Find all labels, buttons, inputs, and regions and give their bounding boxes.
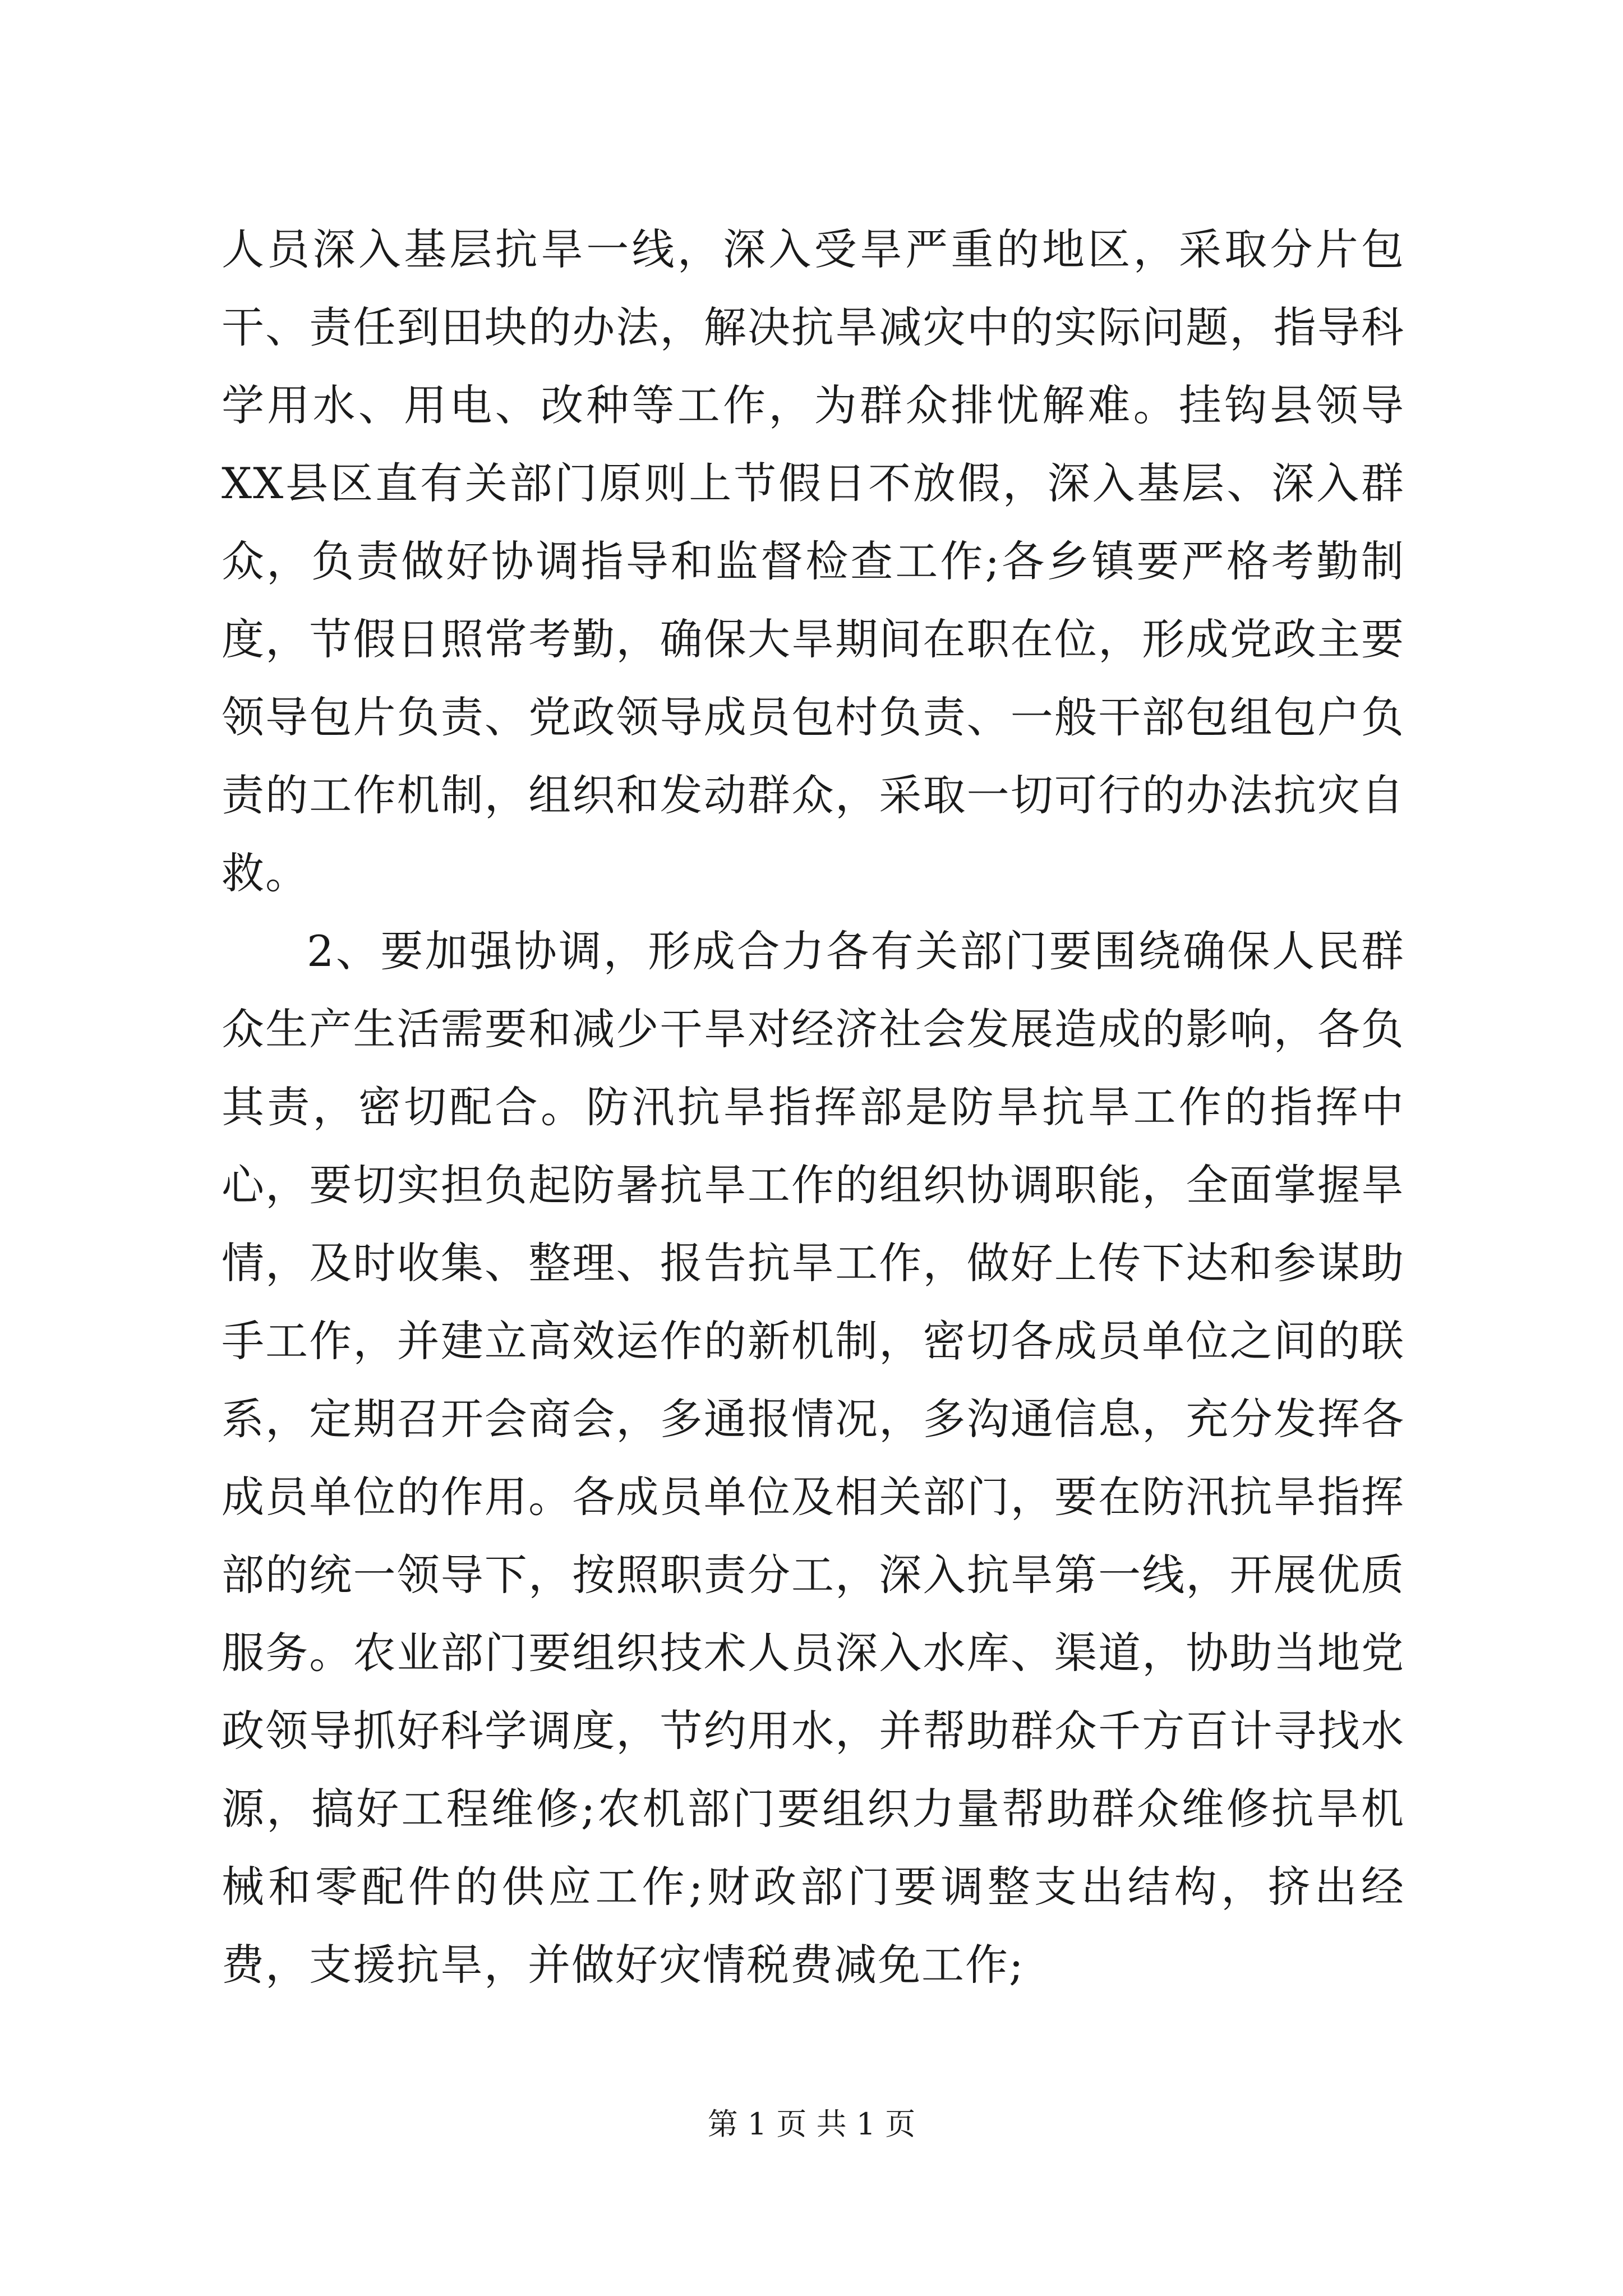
page-footer: 第 1 页 共 1 页 — [707, 2106, 916, 2142]
document-body — [222, 210, 1405, 2004]
paragraph-2: 2、要加强协调，形成合力各有关部门要围绕确保人民群众生产生活需要和减少干旱对经济社会发展造成的影响，各负其责，密切配合。防汛抗旱指挥部是防旱抗旱工作的指挥中心，要切实担负起防暑抗旱工作的组织协调职能，全面掌握旱情，及时收集、整理、报告抗旱工作，做好上传下达和参谋助手工作，并建立高效运作的新机制，密切各成员单位之间的联系，定期召开会商会，多通报情况，多沟通信息，充分发挥各成员单位的作用。各成员单位及相关部门，要在防汛抗旱指挥部的统一领导下，按照职责分工，深入抗旱第一线，开展优质服务。农业部门要组织技术人员深入水库、渠道，协助当地党政领导抓好科学调度，节约用水，并帮助群众千方百计寻找水源，搞好工程维修;农机部门要组织力量帮助群众维修抗旱机械和零配件的供应工作;财政部门要调整支出结构，挤出经费，支援抗旱，并做好灾情税费减免工作; — [222, 926, 1405, 1990]
paragraph-1: 人员深入基层抗旱一线，深入受旱严重的地区，采取分片包干、责任到田块的办法，解决抗旱减灾中的实际问题，指导科学用水、用电、改种等工作，为群众排忧解难。挂钩县领导XX县区直有关部门原则上节假日不放假，深入基层、深入群众，负责做好协调指导和监督检查工作;各乡镇要严格考勤制度，节假日照常考勤，确保大旱期间在职在位，形成党政主要领导包片负责、党政领导成员包村负责、一般干部包组包户负责的工作机制，组织和发动群众，采取一切可行的办法抗灾自救。 — [222, 224, 1405, 898]
